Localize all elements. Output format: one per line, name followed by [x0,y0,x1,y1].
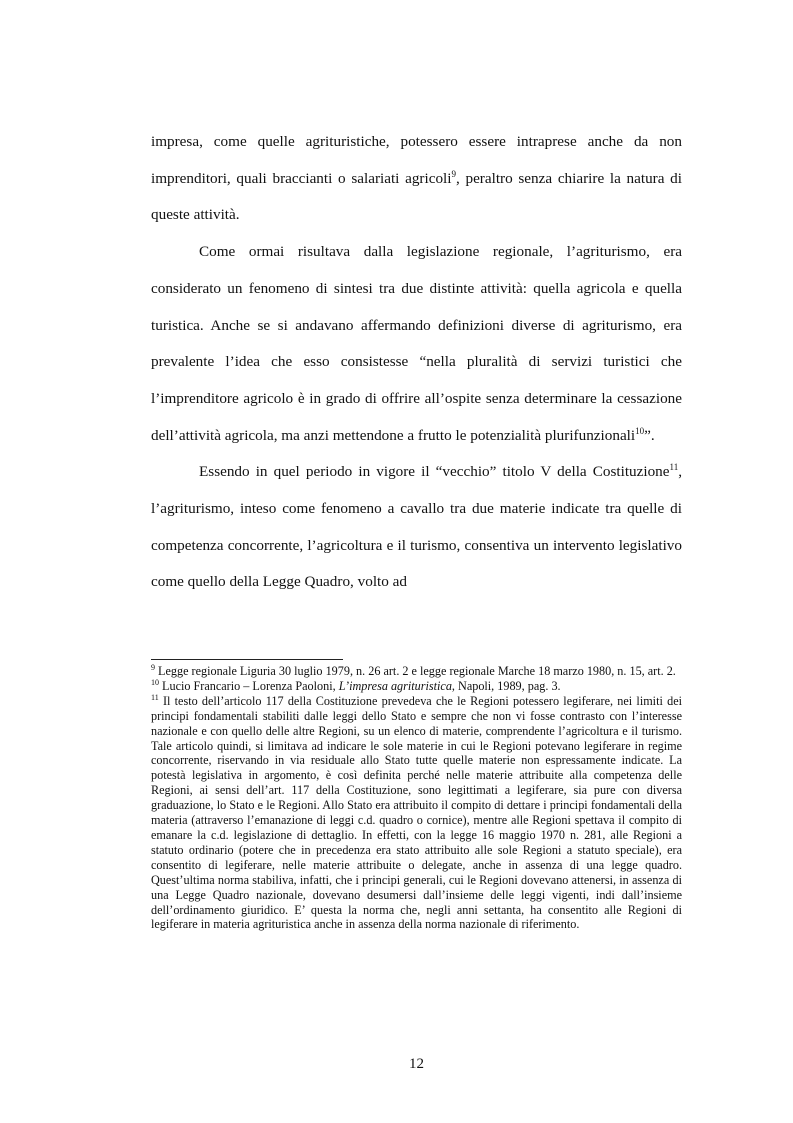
footnote-ref-9[interactable]: 9 [451,168,456,179]
footnote-ref-11[interactable]: 11 [669,462,679,473]
paragraph-3-text: Essendo in quel periodo in vigore il “vecchio” titolo V della Costituzione [199,463,670,481]
paragraph-2 [151,234,682,454]
paragraph-2-text-end: ”. [644,426,655,444]
footnote-11-text: Il testo dell’articolo 117 della Costituzione prevedeva che le Regioni potessero legiferare, nei limiti dei principi fondamentali stabiliti dalle leggi dello Stato e sempre che non vi fosse contrasto con l’interesse nazionale e con quello delle altre Regioni, su un elenco di materie, comprendente l’agricoltura e il turismo. Tale articolo quindi, si limitava ad indicare le sole materie in cui le Regioni potevano legiferare in regime concorrente, riservando in via residuale allo Stato tutte quelle materie non espressamente indicate. La potestà legislativa in argomento, è così definita perché nelle materie attribuite alla competenza delle Regioni, ai sensi dell’art. 117 della Costituzione, sono legittimati a legiferare, sia pure con diversa graduazione, lo Stato e le Regioni. Allo Stato era attribuito il compito di dettare i principi fondamentali della materia (attraverso l’emanazione di leggi c.d. quadro o cornice), mentre alle Regioni spettava il compito di emanare la c.d. legislazione di dettaglio. In effetti, con la legge 16 maggio 1970 n. 281, alle Regioni a statuto ordinario (potere che in precedenza era stato attribuito alle sole Regioni a statuto speciale), era consentito di legiferare, nelle materie attribuite o delegate, anche in assenza di una legge quadro. Quest’ultima norma stabiliva, infatti, che i principi generali, cui le Regioni dovevano attenersi, in assenza di una Legge Quadro nazionale, dovevano desumersi dall’insieme delle leggi vigenti, indi dall’insieme dell’ordinamento giuridico. E’ questa la norma che, negli anni settanta, ha consentito alle Regioni di legiferare in materia agrituristica anche in assenza della norma nazionale di riferimento. [151,693,682,932]
footnote-ref-10[interactable]: 10 [635,425,645,436]
page-number: 12 [409,1056,424,1072]
paragraph-3 [151,454,682,601]
footnote-10-authors: Lucio Francario – Lorenza Paoloni, [159,678,339,693]
footnote-10-number: 10 [151,677,159,687]
footnote-11 [151,694,682,933]
paragraph-3-text-end: , l’agriturismo, inteso come fenomeno a cavallo tra due materie indicate tra quelle di competenza concorrente, l’agricoltura e il turismo, consentiva un intervento legislativo come quello della Legge Quadro, volto ad [151,463,682,591]
footnote-9-number: 9 [151,662,155,672]
footnote-10-publication: , Napoli, 1989, pag. 3. [451,678,561,693]
footnotes [151,664,682,932]
footnote-10-book-title: L’impresa agrituristica [338,678,452,693]
footnote-9 [151,664,682,679]
footnote-11-number: 11 [151,692,159,702]
paragraph-1 [151,124,682,234]
footnote-separator [151,659,343,660]
footnote-10 [151,679,682,694]
paragraph-1-text: impresa, come quelle agrituristiche, potessero essere intraprese anche da non imprenditori, quali braccianti o salariati agricoli [151,133,682,187]
paragraph-2-text: Come ormai risultava dalla legislazione regionale, l’agriturismo, era considerato un fenomeno di sintesi tra due distinte attività: quella agricola e quella turistica. Anche se si andavano affermando definizioni diverse di agriturismo, era prevalente l’idea che esso consistesse “nella pluralità di servizi turistici che l’imprenditore agricolo è in grado di offrire all’ospite senza determinare la cessazione dell’attività agricola, ma anzi mettendone a frutto le potenzialità plurifunzionali [151,243,682,444]
footnote-9-text: Legge regionale Liguria 30 luglio 1979, n. 26 art. 2 e legge regionale Marche 18 marzo 1980, n. 15, art. 2. [155,664,676,678]
body-text [151,124,682,601]
paragraph-1-text-end: , peraltro senza chiarire la natura di queste attività. [151,169,682,224]
